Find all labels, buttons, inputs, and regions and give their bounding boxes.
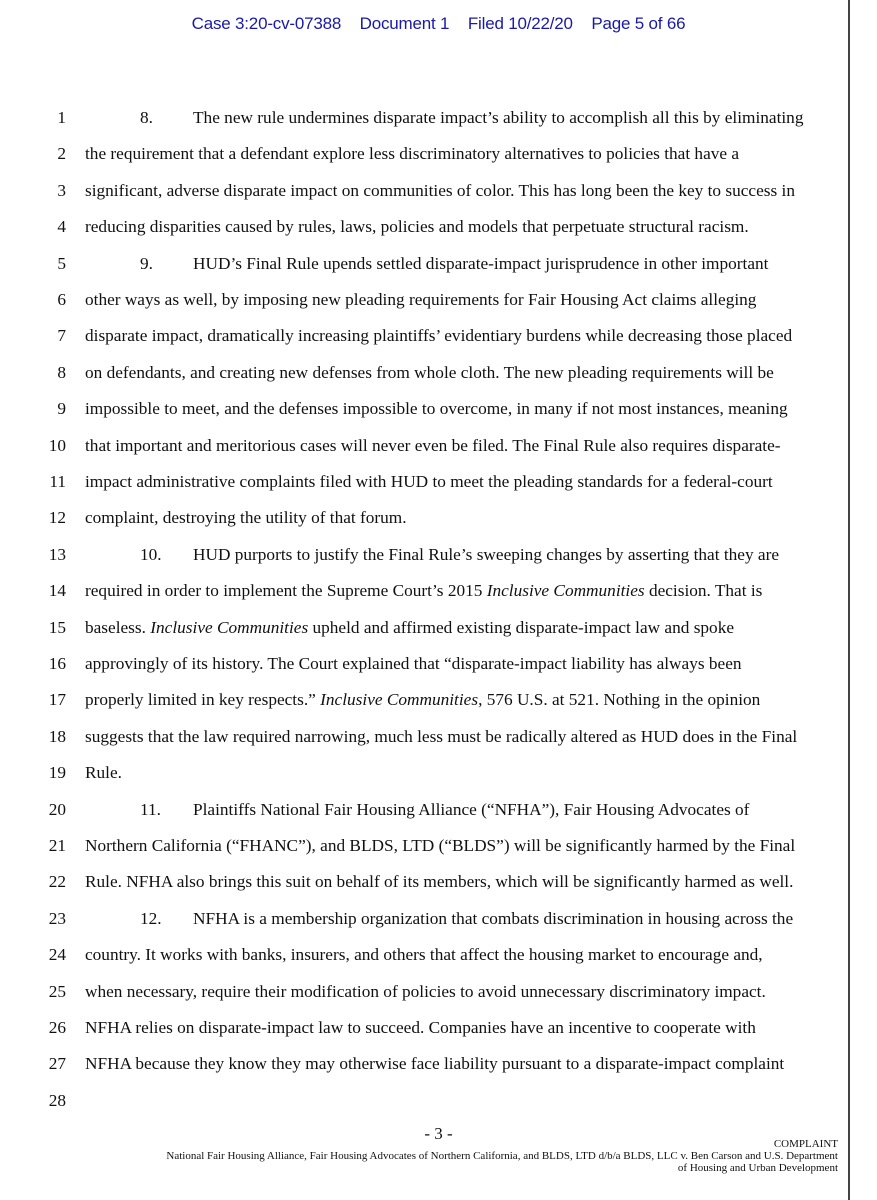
line-text [140, 108, 803, 128]
text-segment: Rule. NFHA also brings this suit on behalf of its members, which will be significantly harmed as well. [85, 872, 794, 892]
footer-caption-line-1: National Fair Housing Alliance, Fair Housing Advocates of Northern California, and BLDS, LTD d/b/a BLDS, LLC v. Ben Carson and U.S. Department [166, 1150, 838, 1162]
line-text [85, 181, 795, 201]
document-line [0, 290, 877, 326]
text-segment: upheld and affirmed existing disparate-impact law and spoke [308, 617, 735, 637]
line-number: 13 [48, 544, 66, 564]
document-line [0, 108, 877, 144]
line-text [85, 290, 756, 310]
text-segment: the requirement that a defendant explore less discriminatory alternatives to policies that have a [85, 144, 740, 164]
line-text [140, 545, 779, 565]
paragraph-number: 8. [140, 108, 153, 127]
document-line [0, 254, 877, 290]
line-number: 10 [48, 435, 66, 455]
paragraph-number: 10. [140, 544, 162, 564]
line-text [85, 144, 739, 164]
text-segment: The new rule undermines disparate impact’s ability to accomplish all this by eliminating [193, 108, 804, 127]
document-line [0, 363, 877, 399]
text-segment: , 576 U.S. at 521. Nothing in the opinion [478, 690, 761, 710]
line-text [85, 945, 763, 965]
line-number: 16 [48, 654, 66, 673]
text-segment: Northern California (“FHANC”), and BLDS, LTD (“BLDS”) will be significantly harmed by the Final [85, 836, 796, 855]
text-segment: approvingly of its history. The Court explained that “disparate-impact liability has always been [85, 654, 742, 673]
line-text [85, 581, 762, 601]
line-text [85, 436, 781, 456]
document-line [0, 144, 877, 180]
text-segment: NFHA because they know they may otherwise face liability pursuant to a disparate-impact complaint [85, 1054, 785, 1074]
line-text [85, 618, 734, 638]
line-text [85, 1018, 756, 1038]
line-text [85, 727, 797, 747]
document-line [0, 945, 877, 981]
text-segment: other ways as well, by imposing new pleading requirements for Fair Housing Act claims alleging [85, 290, 757, 309]
document-line [0, 872, 877, 908]
text-segment: HUD’s Final Rule upends settled disparate-impact jurisprudence in other important [193, 253, 769, 273]
document-line [0, 654, 877, 690]
line-text [85, 654, 742, 674]
document-line [0, 763, 877, 799]
text-segment: significant, adverse disparate impact on communities of color. This has long been the key to success in [85, 180, 795, 200]
line-number: 28 [48, 1090, 66, 1110]
line-number: 24 [48, 945, 66, 965]
line-number: 23 [48, 908, 66, 928]
document-line [0, 800, 877, 836]
line-number: 27 [48, 1054, 66, 1074]
line-text [85, 1054, 784, 1074]
line-number: 17 [48, 690, 66, 710]
line-number: 12 [48, 508, 66, 528]
line-number: 9 [57, 399, 66, 419]
text-segment: Rule. [85, 763, 122, 783]
text-segment: baseless. [85, 617, 151, 637]
text-segment: Plaintiffs National Fair Housing Alliance (“NFHA”), Fair Housing Advocates of [193, 799, 750, 819]
page-number: - 3 - [424, 1124, 453, 1143]
document-line [0, 508, 877, 544]
line-number: 5 [57, 253, 66, 273]
text-segment: HUD purports to justify the Final Rule’s sweeping changes by asserting that they are [193, 544, 780, 564]
line-number: 3 [57, 180, 66, 200]
document-line [0, 581, 877, 617]
text-segment: required in order to implement the Supreme Court’s 2015 [85, 581, 487, 601]
filed-date: Filed 10/22/20 [467, 14, 573, 33]
line-number: 4 [57, 217, 66, 237]
page-count: Page 5 of 66 [591, 14, 686, 33]
paragraph-number: 9. [140, 253, 153, 273]
document-line [0, 436, 877, 472]
line-number: 6 [57, 290, 66, 309]
line-text [85, 399, 788, 419]
document-line [0, 472, 877, 508]
paragraph-number: 12. [140, 908, 162, 928]
document-line [0, 836, 877, 872]
document-line [0, 181, 877, 217]
line-number: 18 [48, 726, 66, 746]
footer-caption [166, 1138, 838, 1174]
line-text [85, 326, 792, 346]
text-segment: when necessary, require their modification of policies to avoid unnecessary discriminatory impact. [85, 981, 766, 1001]
text-segment: decision. That is [644, 581, 763, 601]
document-line [0, 982, 877, 1018]
document-line [0, 1091, 877, 1127]
line-text [140, 800, 749, 820]
ecf-header [0, 14, 877, 34]
line-text [140, 254, 768, 274]
case-citation-italic: Inclusive Communities [150, 617, 309, 637]
line-number: 11 [49, 472, 66, 491]
text-segment: that important and meritorious cases will never even be filed. The Final Rule also requires disparate- [85, 435, 781, 455]
text-segment: complaint, destroying the utility of that forum. [85, 508, 407, 528]
text-segment: country. It works with banks, insurers, and others that affect the housing market to encourage and, [85, 945, 763, 965]
line-text [85, 872, 793, 892]
line-text [140, 909, 793, 929]
case-number: Case 3:20-cv-07388 [191, 14, 342, 33]
text-segment: disparate impact, dramatically increasing plaintiffs’ evidentiary burdens while decreasing those placed [85, 326, 793, 346]
case-citation-italic: Inclusive Communities [486, 581, 645, 601]
line-number: 15 [48, 617, 66, 637]
text-segment: NFHA relies on disparate-impact law to succeed. Companies have an incentive to cooperate with [85, 1018, 756, 1037]
line-text [85, 763, 122, 783]
text-segment: NFHA is a membership organization that combats discrimination in housing across the [193, 908, 794, 928]
text-segment: impossible to meet, and the defenses impossible to overcome, in many if not most instances, meaning [85, 399, 788, 419]
line-number: 1 [57, 108, 66, 127]
line-number: 8 [57, 362, 66, 382]
text-segment: suggests that the law required narrowing, much less must be radically altered as HUD does in the Final [85, 726, 798, 746]
document-line [0, 1018, 877, 1054]
line-number: 2 [57, 144, 66, 164]
paragraph-number: 11. [140, 799, 161, 819]
document-line [0, 326, 877, 362]
document-line [0, 727, 877, 763]
footer-caption-line-2: of Housing and Urban Development [677, 1162, 838, 1174]
document-line [0, 909, 877, 945]
line-number: 25 [48, 981, 66, 1001]
line-text [85, 982, 766, 1002]
line-text [85, 508, 407, 528]
text-segment: impact administrative complaints filed with HUD to meet the pleading standards for a federal-court [85, 472, 773, 491]
line-number: 20 [48, 799, 66, 819]
line-number: 19 [48, 763, 66, 783]
document-line [0, 545, 877, 581]
document-line [0, 399, 877, 435]
document-line [0, 690, 877, 726]
document-number: Document 1 [359, 14, 450, 33]
line-text [85, 217, 749, 237]
line-number: 22 [48, 872, 66, 892]
document-line [0, 1054, 877, 1090]
line-text [85, 690, 760, 710]
case-citation-italic: Inclusive Communities [320, 690, 479, 710]
line-text [85, 836, 795, 856]
line-number: 7 [57, 326, 66, 346]
text-segment: properly limited in key respects.” [85, 690, 321, 710]
line-number: 14 [48, 581, 66, 601]
text-segment: reducing disparities caused by rules, laws, policies and models that perpetuate structural racism. [85, 217, 749, 237]
line-text [85, 472, 773, 492]
line-text [85, 363, 774, 383]
document-line [0, 217, 877, 253]
document-line [0, 618, 877, 654]
line-number: 26 [48, 1018, 66, 1037]
line-number: 21 [48, 836, 66, 855]
text-segment: on defendants, and creating new defenses from whole cloth. The new pleading requirements will be [85, 362, 774, 382]
footer-title: COMPLAINT [773, 1138, 838, 1150]
